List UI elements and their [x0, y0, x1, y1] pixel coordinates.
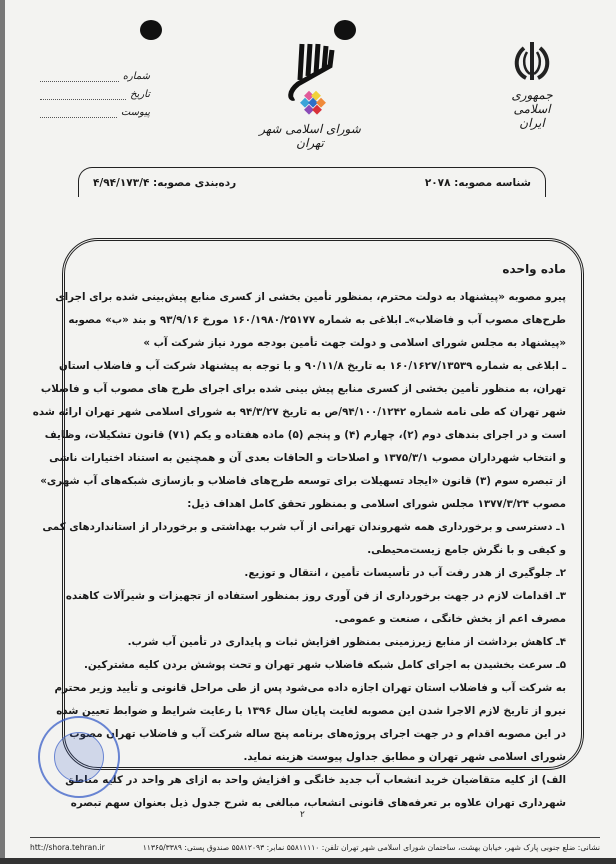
punch-hole	[140, 20, 162, 40]
footer	[30, 843, 600, 852]
body-line: ۲ـ جلوگیری از هدر رفت آب در تأسیسات تأمین ، انتقال و توزیع.	[244, 567, 566, 579]
footer-address: نشانی: ضلع جنوبی پارک شهر، خیابان بهشت، ساختمان شورای اسلامی شهر تهران تلفن: ۵۵۸۱۱۱۱۰ نمابر: ۵۵۸۱۲۰۹۳ صندوق پستی: ۱۱۳۶۵/۳۳۸۹	[142, 843, 600, 852]
body-line: الف) از کلیه متقاضیان خرید انشعاب آب جدید خانگی و افزایش واحد به ازای هر واحد در کلیه مناطق	[65, 774, 566, 786]
council-stamp	[38, 716, 120, 798]
iran-emblem	[500, 40, 564, 130]
body-line: تهران، به منظور تأمین بخشی از کسری منابع پیش بینی شده برای اجرای طرح های مصوب آب و فاضلاب	[40, 383, 566, 395]
field-label: تاریخ	[130, 89, 150, 100]
body-line: است و در اجرای بندهای دوم (۲)، چهارم (۴) و پنجم (۵) ماده هفتاده و یکم (۷۱) قانون تشکیلات، وظایف	[44, 429, 566, 441]
field-label: شماره	[122, 71, 150, 82]
approval-header	[78, 167, 546, 197]
document-body	[32, 258, 566, 815]
body-line: شورای اسلامی شهر تهران و مطابق جداول پیوست هزینه نماید.	[243, 751, 566, 763]
body-line: پیرو مصوبه «پیشنهاد به دولت محترم، بمنظور تأمین بخشی از کسری منابع پیش‌بینی شده برای اجرای	[55, 291, 566, 303]
council-logo-icon	[280, 40, 340, 116]
body-line: شهرداری تهران علاوه بر تعرفه‌های قانونی انشعاب، مبالغی به شرح جدول ذیل بعنوان سهم تبصره	[70, 797, 566, 809]
body-line: و کیفی و با نگرش جامع زیست‌محیطی.	[367, 544, 566, 556]
field-number	[40, 64, 150, 82]
logo-caption: شورای اسلامی شهر تهران	[259, 122, 361, 150]
body-line: طرح‌های مصوب آب و فاضلاب»ـ ابلاغی به شماره ۱۶۰/۱۹۸۰/۲۵۱۷۷ مورخ ۹۳/۹/۱۶ و بند «ب» مصوبه	[68, 314, 566, 326]
field-label: پیوست	[120, 107, 150, 118]
page-number: ۲	[300, 810, 305, 820]
footer-divider	[30, 837, 600, 838]
body-line: مصرف اعم از بخش خانگی ، صنعت و عمومی.	[334, 613, 566, 625]
council-logo	[250, 40, 370, 150]
letter-fields	[40, 64, 150, 118]
field-attachment	[40, 100, 150, 118]
body-line: ۴ـ کاهش برداشت از منابع زیرزمینی بمنظور افزایش ثبات و پایداری در تأمین آب شرب.	[127, 636, 566, 648]
body-line: شهر تهران که طی نامه شماره ۹۴/۱۰۰/۱۲۴۲/ص به تاریخ ۹۴/۳/۲۷ به شورای اسلامی شهر تهران ارائه شده	[32, 406, 566, 418]
body-line: ۱ـ دسترسی و برخورداری همه شهروندان تهرانی از آب شرب بهداشتی و برخوردار از استانداردهای کمی	[42, 521, 566, 533]
body-line: نیرو از تاریخ لازم الاجرا شدن این مصوبه لغایت پایان سال ۱۳۹۶ با رعایت شرایط و ضوابط تعیین شده	[56, 705, 566, 717]
section-title: ماده واحده	[502, 262, 566, 276]
footer-url[interactable]: htt://shora.tehran.ir	[30, 843, 105, 852]
scan-edge	[0, 858, 616, 864]
iran-emblem-icon	[512, 40, 552, 84]
approval-id: شناسه مصوبه: ۲۰۷۸	[424, 176, 531, 189]
body-line: و انتخاب شهرداران مصوب ۱۳۷۵/۳/۱ و اصلاحات و الحاقات بعدی آن و همچنین به استناد اختیارات ناشی	[49, 452, 566, 464]
body-line: «پیشنهاد به مجلس شورای اسلامی و دولت جهت تأمین بودجه مورد نیاز شرکت آب »	[143, 337, 566, 349]
body-line: ۵ـ سرعت بخشیدن به اجرای کامل شبکه فاضلاب شهر تهران و تحت پوشش بردن کلیه مشترکین.	[83, 659, 566, 671]
approval-classification: رده‌بندی مصوبه: ۴/۹۴/۱۷۳/۴	[93, 176, 237, 189]
body-line: به شرکت آب و فاضلاب استان تهران اجازه داده می‌شود پس از طی مراحل قانونی و تأیید وزیر محترم	[54, 682, 566, 694]
body-line: ـ ابلاغی به شماره ۱۶۰/۱۶۲۷/۱۳۵۳۹ به تاریخ ۹۰/۱۱/۸ و با توجه به پیشنهاد شرکت آب و فاضلاب استان	[59, 360, 566, 372]
field-date	[40, 82, 150, 100]
scan-edge	[0, 0, 5, 864]
punch-hole	[334, 20, 356, 40]
body-line: در این مصوبه اقدام و در جهت اجرای پروژه‌های برنامه پنج ساله شرکت آب و فاضلاب تهران مصوب	[69, 728, 566, 740]
emblem-caption: جمهوری اسلامی ایران	[511, 88, 553, 130]
body-line: مصوب ۱۳۷۷/۳/۲۴ مجلس شورای اسلامی و بمنظور تحقق کامل اهداف ذیل:	[187, 498, 566, 510]
body-line: ۳ـ اقدامات لازم در جهت برخورداری از فن آوری روز بمنظور استفاده از تجهیزات و شیرآلات کاهنده	[65, 590, 566, 602]
body-line: از تبصره سوم (۳) قانون «ایجاد تسهیلات برای توسعه طرح‌های فاضلاب و بازسازی شبکه‌های آب شهری»	[40, 475, 566, 487]
